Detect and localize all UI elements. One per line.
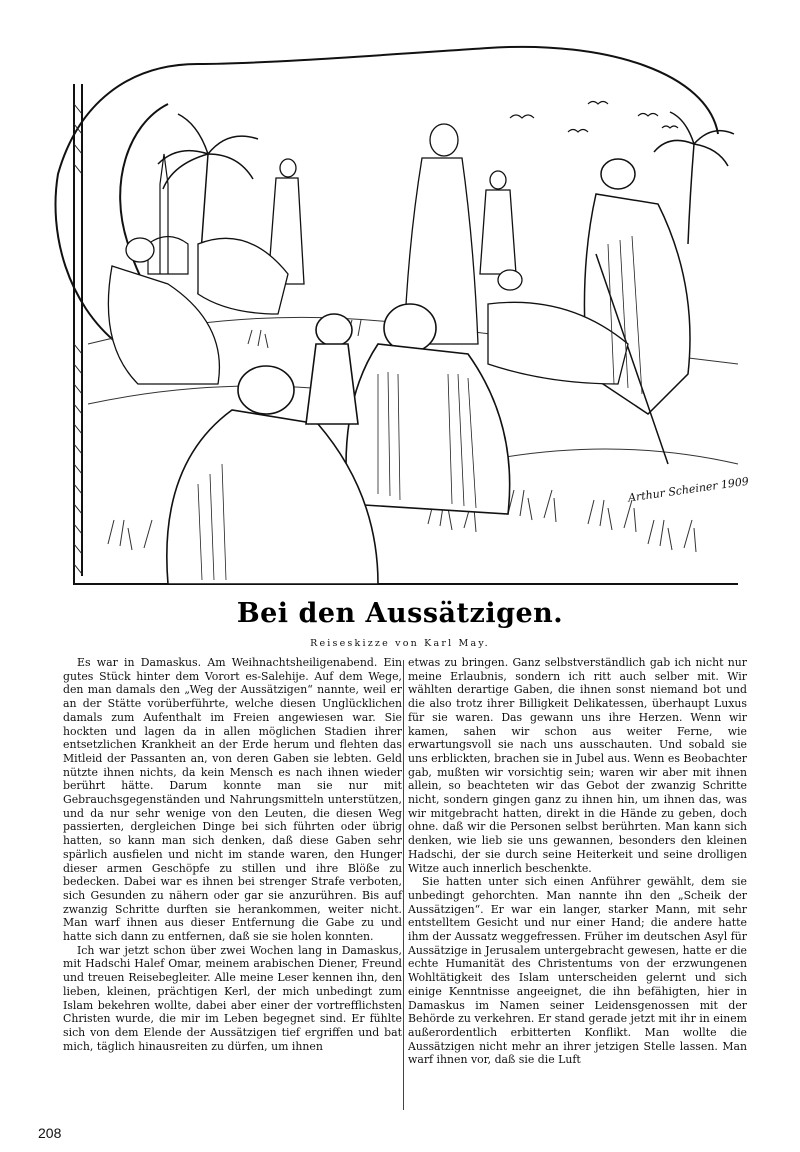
column-divider [403, 660, 404, 1110]
article-title: Bei den Aussätzigen. [236, 598, 564, 629]
illustration-lepers [48, 44, 762, 592]
text-column-left [63, 656, 402, 1053]
paragraph: Ich war jetzt schon über zwei Wochen lang in Damaskus, mit Hadschi Halef Omar, meinem arabischen Diener, Freund und treuen Reisebegleiter. Alle meine Leser kennen ihn, den lieben, kleinen, prächtigen Kerl, der mich unbedingt zum Islam bekehren wollte, dabei aber einer der vortrefflichsten Christen wurde, die mir im Leben begegnet sind. Er fühlte sich von dem Elende der Aussätzigen tief ergriffen und bat mich, täglich hinausreiten zu dürfen, um ihnen [63, 943, 402, 1053]
page-number: 208 [38, 1125, 62, 1141]
paragraph: Es war in Damaskus. Am Weihnachtsheiligenabend. Ein gutes Stück hinter dem Vorort es-Salehije. Auf dem Wege, den man damals den „Weg der Aussätzigen“ nannte, weil er an der Stätte vorüberführte, welche diesen Unglücklichen damals zum Aufenthalt im Freien angewiesen war. Sie hockten und lagen da in allen möglichen Stadien ihrer entsetzlichen Krankheit an der Erde herum und flehten das Mitleid der Passanten an, von deren Gaben sie lebten. Geld nützte ihnen nichts, da kein Mensch es nach ihnen wieder berührt hätte. Darum konnte man sie nur mit Gebrauchsgegenständen und Nahrungsmitteln unterstützen, und da nur sehr wenige von den Leuten, die diesen Weg passierten, dergleichen Dinge bei sich führten oder übrig hatten, so kann man sich denken, daß diese Gaben sehr spärlich ausfielen und nicht im stande waren, den Hunger dieser armen Geschöpfe zu stillen und ihre Blöße zu bedecken. Dabei war es ihnen bei strenger Strafe verboten, sich Gesunden zu nähern oder gar sie anzurühren. Bis auf zwanzig Schritte durften sie herankommen, weiter nicht. Man warf ihnen aus dieser Entfernung die Gabe zu und hatte sich dann zu entfernen, daß sie sie holen konnten. [63, 656, 402, 944]
paragraph: Sie hatten unter sich einen Anführer gewählt, dem sie unbedingt gehorchten. Man nannte ihn den „Scheik der Aussätzigen“. Er war ein langer, starker Mann, mit sehr entstelltem Gesicht und nur einer Hand; die andere hatte ihm der Aussatz weggefressen. Früher im deutschen Asyl für Aussätzige in Jerusalem untergebracht gewesen, hatte er die echte Humanität des Christentums von der erzwungenen Wohltätigkeit des Islam unterscheiden gelernt und sich einige Kenntnisse angeeignet, die ihn befähigten, hier in Damaskus im Namen seiner Leidensgenossen mit der Behörde zu verkehren. Er stand gerade jetzt mit ihr in einem außerordentlich erbitterten Konflikt. Man wollte die Aussätzigen nicht mehr an ihrer jetzigen Stelle lassen. Man warf ihnen vor, daß sie die Luft [408, 875, 747, 1067]
paragraph: etwas zu bringen. Ganz selbstverständlich gab ich nicht nur meine Erlaubnis, sondern ich ritt auch selber mit. Wir wählten derartige Gaben, die ihnen sonst niemand bot und die also trotz ihrer Billigkeit Delikatessen, überhaupt Luxus für sie waren. Das gewann uns ihre Herzen. Wenn wir kamen, sahen wir schon aus weiter Ferne, wie erwartungsvoll sie nach uns ausschauten. Und sobald sie uns erblickten, brachen sie in Jubel aus. Wenn es Beobachter gab, mußten wir vorsichtig sein; waren wir aber mit ihnen allein, so beachteten wir das Gebot der zwanzig Schritte nicht, sondern gingen ganz zu ihnen hin, um ihnen das, was wir mitgebracht hatten, direkt in die Hände zu geben, doch ohne. daß wir die Personen selbst berührten. Man kann sich denken, wie lieb sie uns gewannen, besonders den kleinen Hadschi, der sie durch seine Heiterkeit und seine drolligen Witze auch innerlich beschenkte. [408, 656, 747, 875]
article-subtitle: Reiseskizze von Karl May. [310, 638, 490, 649]
illustration-signature: Arthur Scheiner 1909 [627, 474, 750, 505]
text-column-right [408, 656, 747, 1067]
